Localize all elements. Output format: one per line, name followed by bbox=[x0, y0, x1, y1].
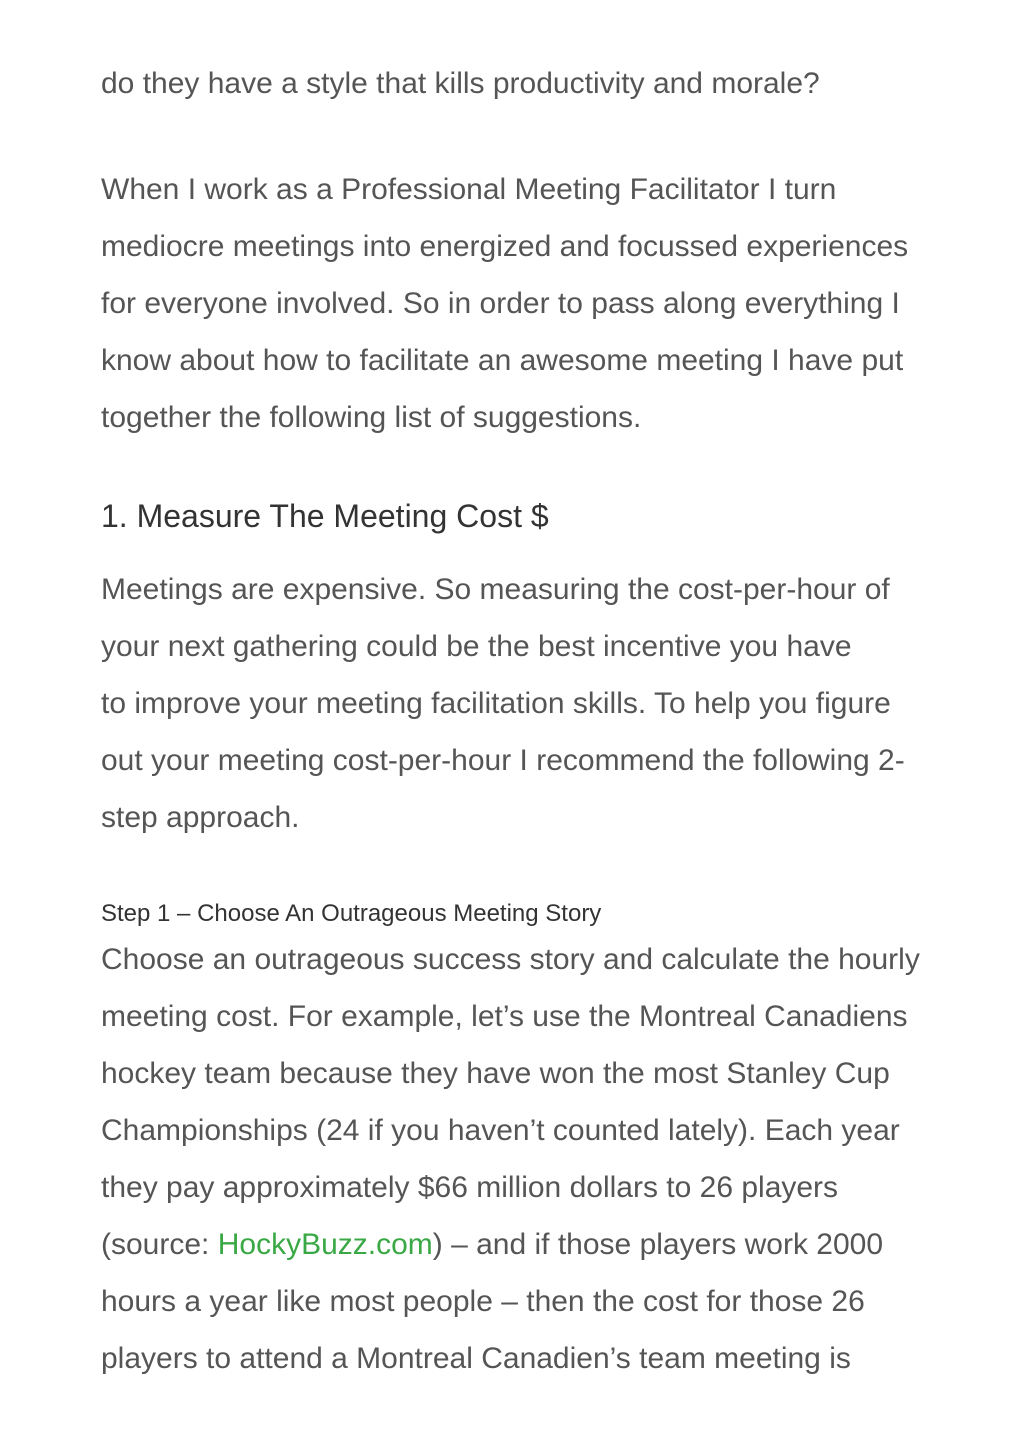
source-suffix: ) – and if those players work 2000 bbox=[432, 1228, 884, 1261]
meeting-cost-line: out your meeting cost-per-hour I recommend the following 2- bbox=[101, 744, 905, 777]
step-1-line: players to attend a Montreal Canadien’s team meeting is bbox=[101, 1342, 851, 1375]
lead-paragraph: do they have a style that kills productivity and morale? bbox=[101, 67, 820, 100]
intro-line: together the following list of suggestions. bbox=[101, 401, 642, 434]
meeting-cost-line: to improve your meeting facilitation skills. To help you figure bbox=[101, 687, 891, 720]
step-1-line: hockey team because they have won the most Stanley Cup bbox=[101, 1057, 890, 1090]
section-heading-meeting-cost: 1. Measure The Meeting Cost $ bbox=[101, 498, 549, 534]
step-1-line: hours a year like most people – then the cost for those 26 bbox=[101, 1285, 865, 1318]
step-1-line: meeting cost. For example, let’s use the Montreal Canadiens bbox=[101, 1000, 908, 1033]
meeting-cost-line: your next gathering could be the best incentive you have bbox=[101, 630, 852, 663]
source-prefix: (source: bbox=[101, 1228, 218, 1261]
intro-line: mediocre meetings into energized and focussed experiences bbox=[101, 230, 909, 263]
step-1-heading: Step 1 – Choose An Outrageous Meeting Story bbox=[101, 900, 602, 927]
intro-line: When I work as a Professional Meeting Facilitator I turn bbox=[101, 173, 837, 206]
step-1-paragraph bbox=[101, 931, 920, 1387]
intro-paragraph bbox=[101, 161, 908, 446]
hockybuzz-link[interactable]: HockyBuzz.com bbox=[217, 1228, 433, 1261]
meeting-cost-line: step approach. bbox=[101, 801, 300, 834]
meeting-cost-paragraph bbox=[101, 561, 905, 846]
source-line bbox=[101, 1216, 920, 1273]
step-1-line: Championships (24 if you haven’t counted lately). Each year bbox=[101, 1114, 900, 1147]
step-1-line: they pay approximately $66 million dollars to 26 players bbox=[101, 1171, 839, 1204]
meeting-cost-line: Meetings are expensive. So measuring the cost-per-hour of bbox=[101, 573, 890, 606]
step-1-line: Choose an outrageous success story and calculate the hourly bbox=[101, 943, 920, 976]
intro-line: know about how to facilitate an awesome meeting I have put bbox=[101, 344, 904, 377]
intro-line: for everyone involved. So in order to pass along everything I bbox=[101, 287, 900, 320]
